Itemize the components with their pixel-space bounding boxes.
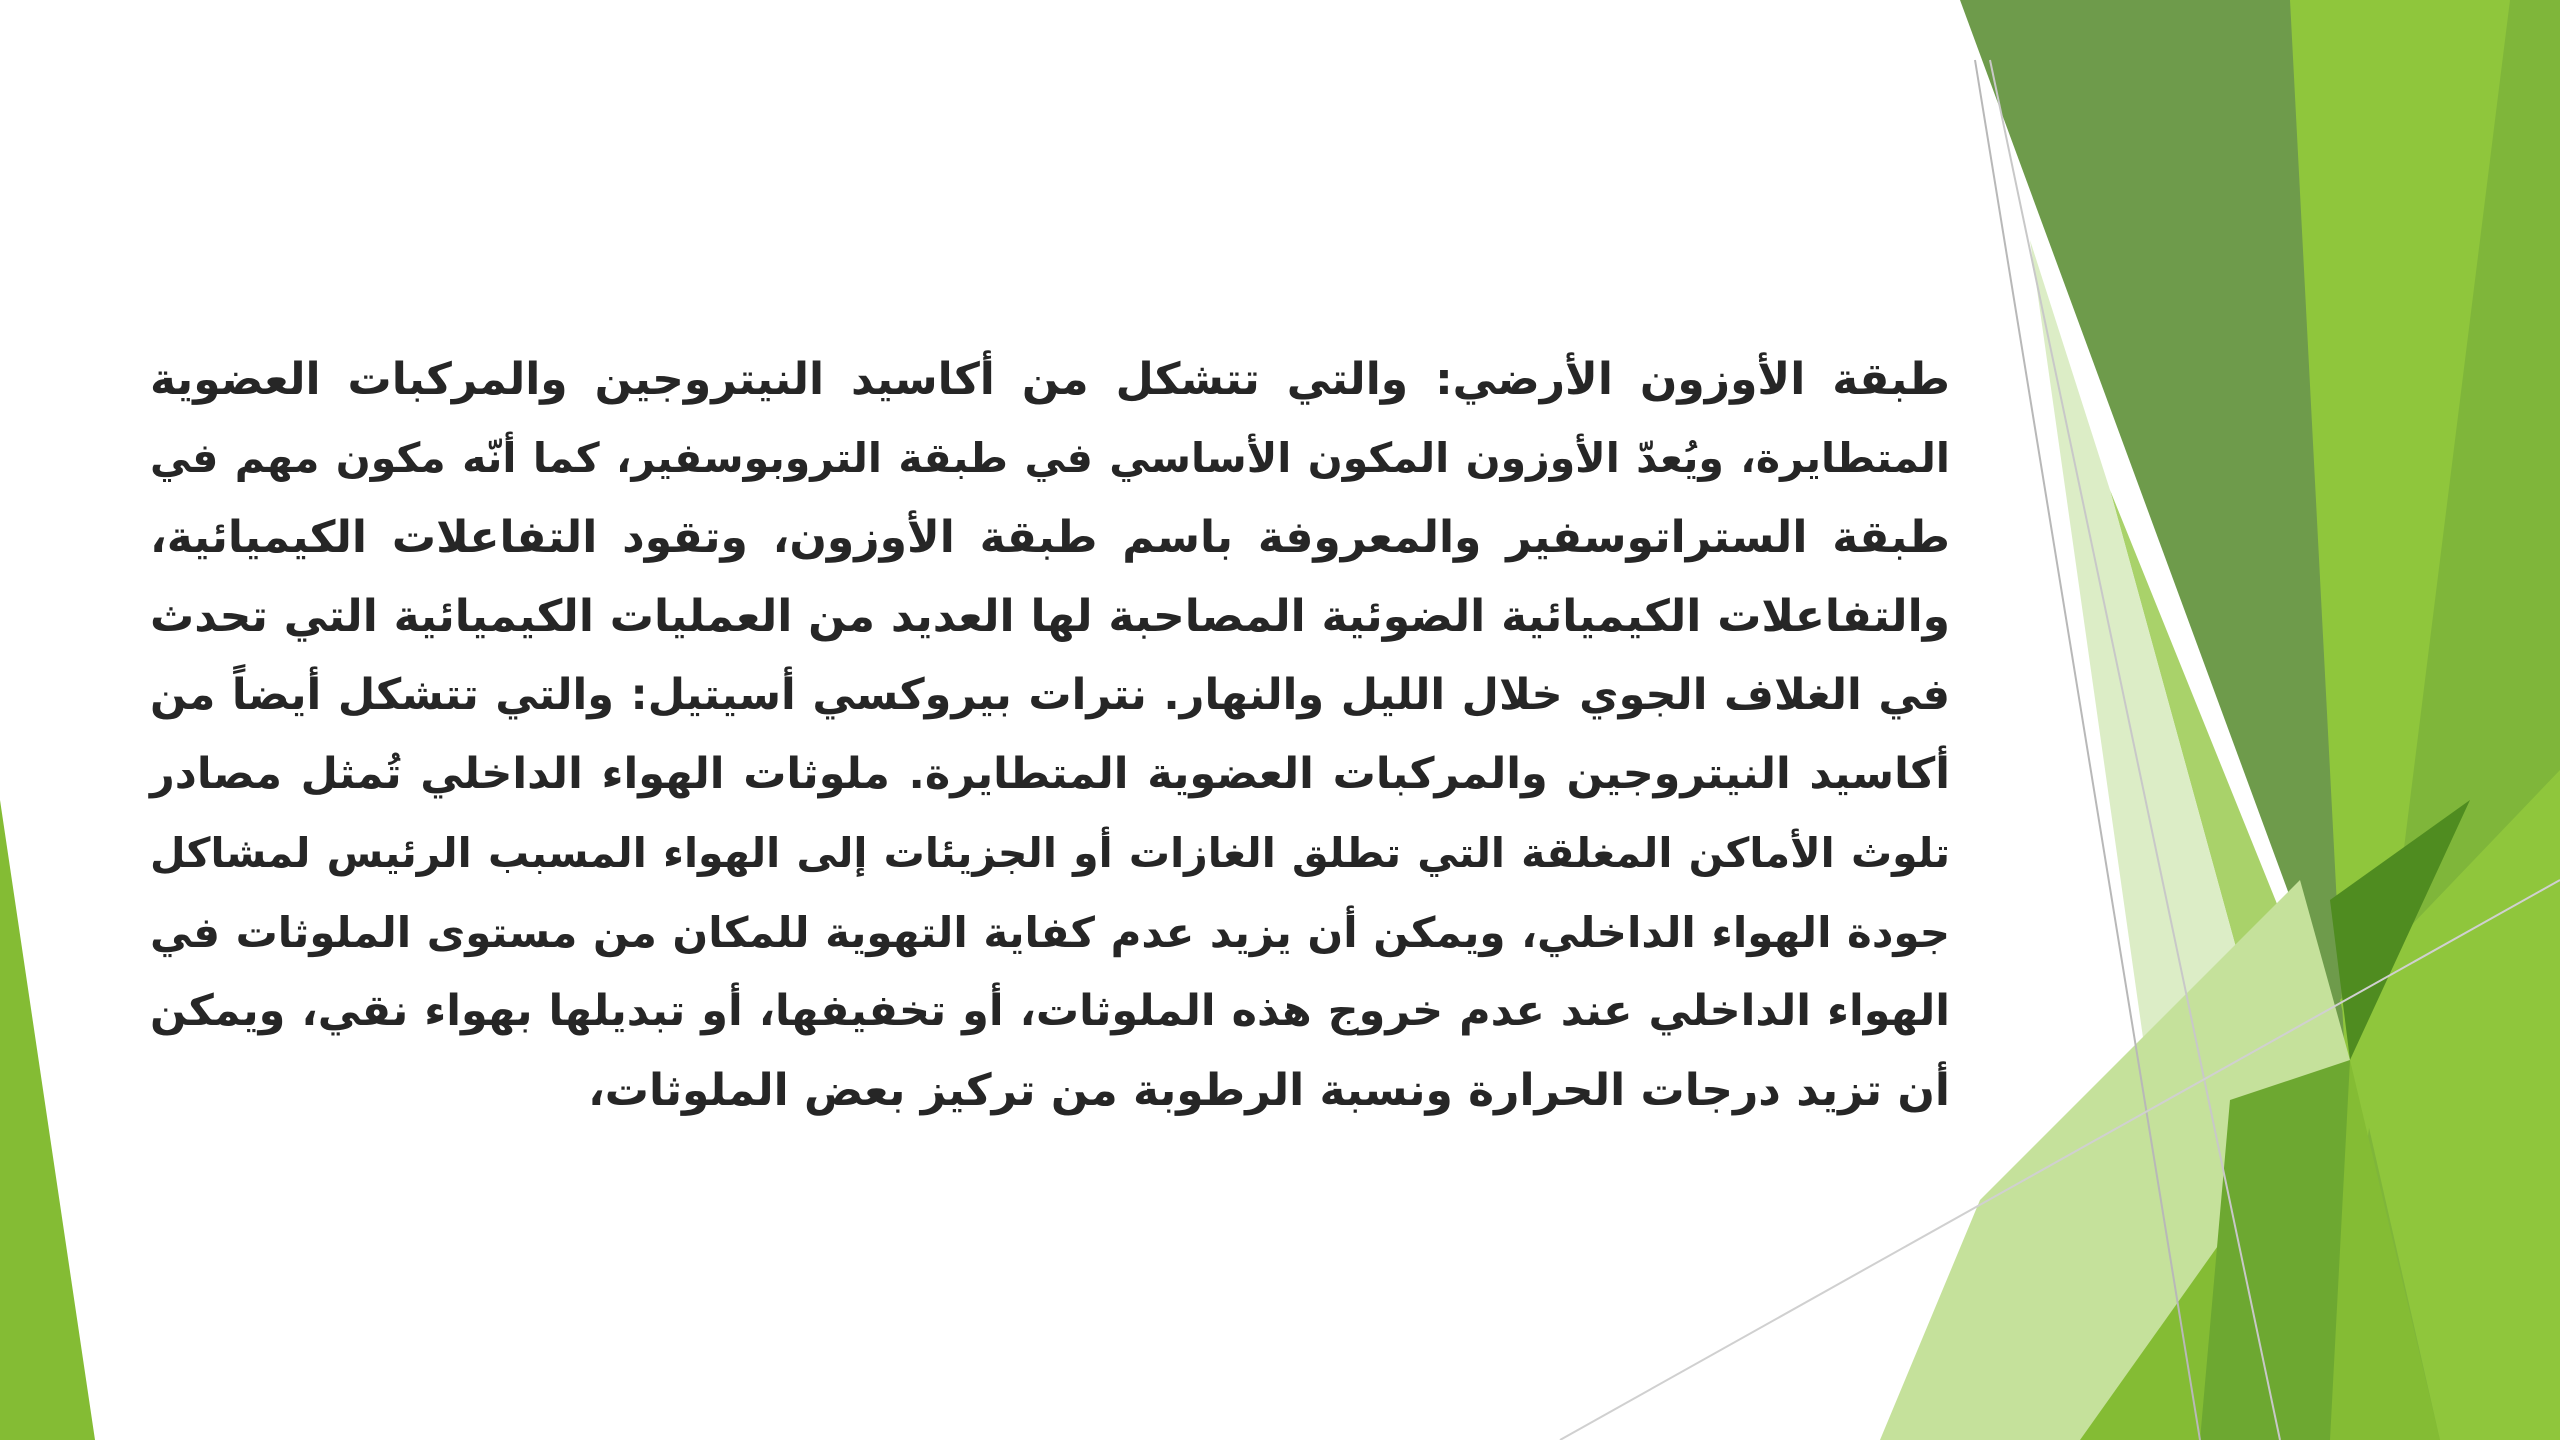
paragraph-line: في الغلاف الجوي خلال الليل والنهار. نترات بيروكسي أسيتيل: والتي تتشكل أيضاً من [150,670,1950,720]
paragraph-line: المتطايرة، ويُعدّ الأوزون المكون الأساسي في طبقة التروبوسفير، كما أنّه مكون مهم في [150,434,1950,482]
paragraph-line-last: أن تزيد درجات الحرارة ونسبة الرطوبة من تركيز بعض الملوثات، [588,1065,1950,1116]
paragraph-line: تلوث الأماكن المغلقة التي تطلق الغازات أو الجزيئات إلى الهواء المسبب الرئيس لمشاكل [150,829,1950,877]
left-green-shard [0,800,95,1440]
paragraph-line: أكاسيد النيتروجين والمركبات العضوية المتطايرة. ملوثات الهواء الداخلي تُمثل مصادر [150,749,1950,799]
paragraph-line: الهواء الداخلي عند عدم خروج هذه الملوثات، أو تخفيفها، أو تبديلها بهواء نقي، ويمكن [150,986,1950,1036]
paragraph-line: طبقة الستراتوسفير والمعروفة باسم طبقة الأوزون، وتقود التفاعلات الكيميائية، [150,512,1950,563]
body-text-box [150,340,1950,1130]
paragraph-line: والتفاعلات الكيميائية الضوئية المصاحبة لها العديد من العمليات الكيميائية التي تحدث [150,591,1950,642]
paragraph-line: طبقة الأوزون الأرضي: والتي تتشكل من أكاسيد النيتروجين والمركبات العضوية [150,354,1950,405]
paragraph-line: جودة الهواء الداخلي، ويمكن أن يزيد عدم كفاية التهوية للمكان من مستوى الملوثات في [150,908,1950,957]
